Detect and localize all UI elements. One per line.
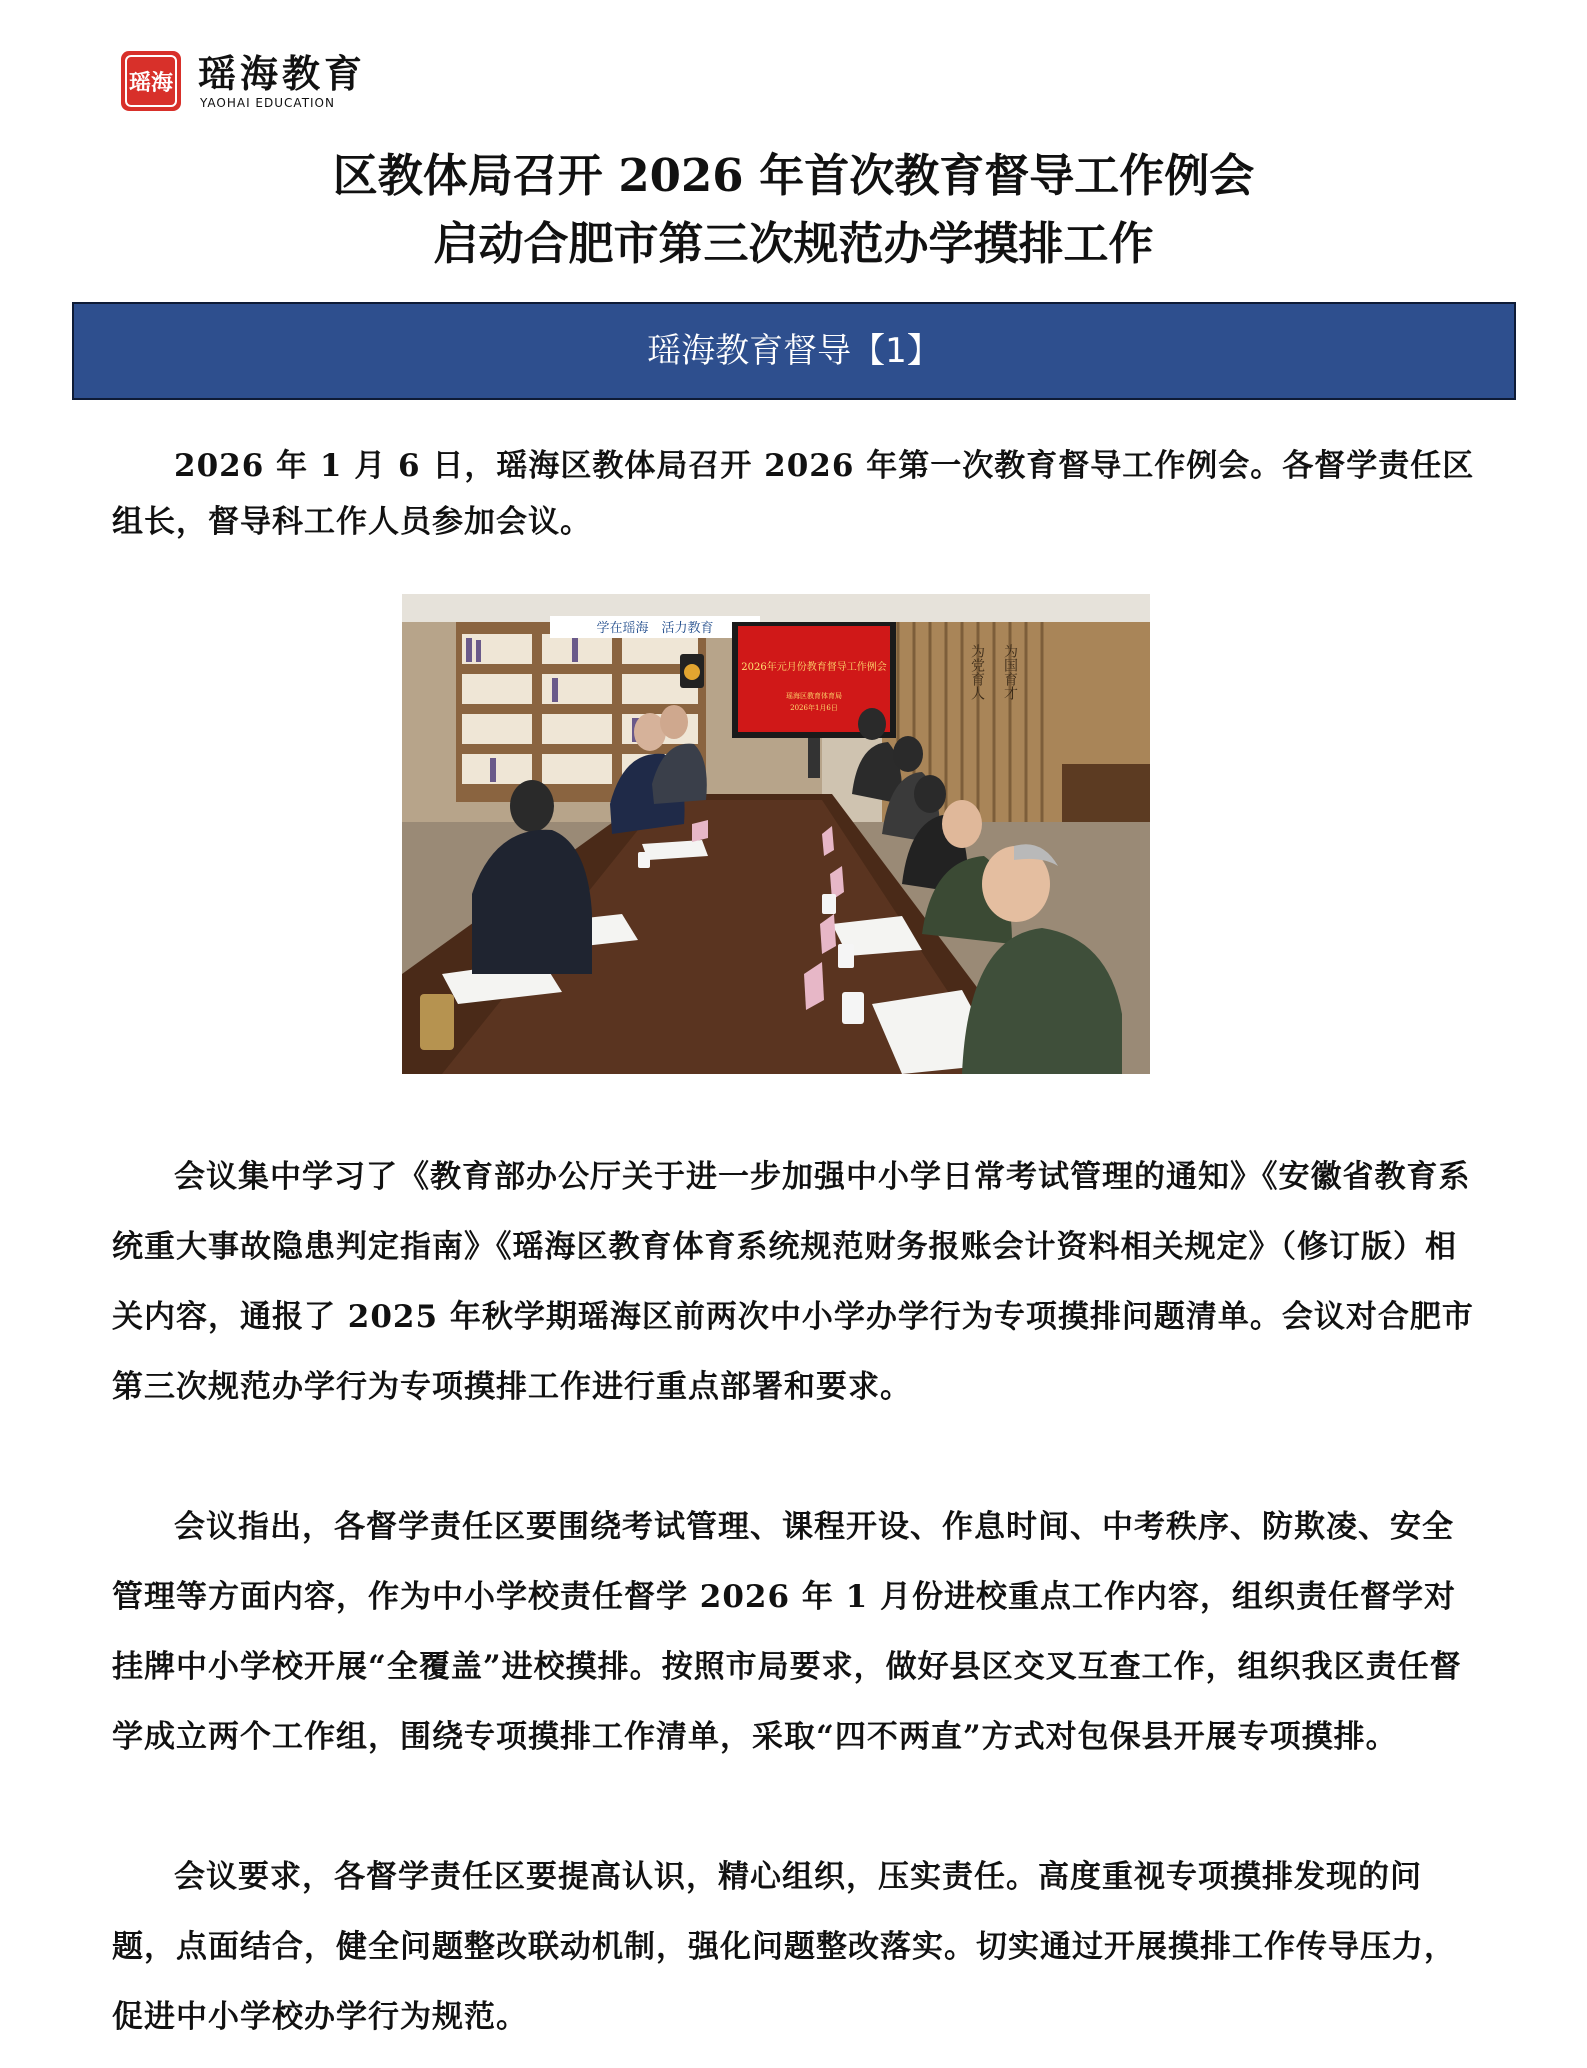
screen-title: 2026年元月份教育督导工作例会 bbox=[741, 662, 887, 673]
paragraph-2: 会议集中学习了《教育部办公厅关于进一步加强中小学日常考试管理的通知》《安徽省教育系统重大事故隐患判定指南》《瑶海区教育体育系统规范财务报账会计资料相关规定》（修订版）相关内容，通报了 2025 年秋学期瑶海区前两次中小学办学行为专项摸排问题清单。会议对合肥市第三次规范办学行为专项摸排工作进行重点部署和要求。 bbox=[112, 1159, 1474, 1405]
logo-name: 瑶海教育 bbox=[198, 51, 367, 96]
wall-slogan: 学在瑶海 活力教育 bbox=[596, 621, 714, 636]
wall-text-2: 为国育才 bbox=[1002, 644, 1018, 700]
paragraph-4: 会议要求，各督学责任区要提高认识，精心组织，压实责任。高度重视专项摸排发现的问题，点面结合，健全问题整改联动机制，强化问题整改落实。切实通过开展摸排工作传导压力，促进中小学校办学行为规范。 bbox=[112, 1859, 1456, 2035]
paragraph-3: 会议指出，各督学责任区要围绕考试管理、课程开设、作息时间、中考秩序、防欺凌、安全管理等方面内容，作为中小学校责任督学 2026 年 1 月份进校重点工作内容，组织责任督学对挂牌中小学校开展“全覆盖”进校摸排。按照市局要求，做好县区交叉互查工作，组织我区责任督学成立两个工作组，围绕专项摸排工作清单，采取“四不两直”方式对包保县开展专项摸排。 bbox=[112, 1509, 1462, 1755]
svg-text:瑶海: 瑶海 bbox=[128, 70, 174, 96]
headline-line-2: 启动合肥市第三次规范办学摸排工作 bbox=[433, 217, 1154, 270]
wall-text-1: 为党育人 bbox=[969, 644, 985, 700]
screen-date: 2026年1月6日 bbox=[790, 704, 838, 712]
section-banner: 瑶海教育督导【1】 bbox=[72, 302, 1516, 400]
paragraph-1: 2026 年 1 月 6 日，瑶海区教体局召开 2026 年第一次教育督导工作例会。各督学责任区组长，督导科工作人员参加会议。 bbox=[112, 448, 1475, 540]
meeting-photo bbox=[402, 594, 1150, 1074]
screen-org: 瑶海区教育体育局 bbox=[786, 692, 842, 700]
headline-line-1: 区教体局召开 2026 年首次教育督导工作例会 bbox=[332, 149, 1255, 202]
seal-icon bbox=[118, 48, 184, 114]
logo-subtitle: YAOHAI EDUCATION bbox=[200, 96, 335, 110]
yaohai-education-logo bbox=[118, 48, 378, 118]
